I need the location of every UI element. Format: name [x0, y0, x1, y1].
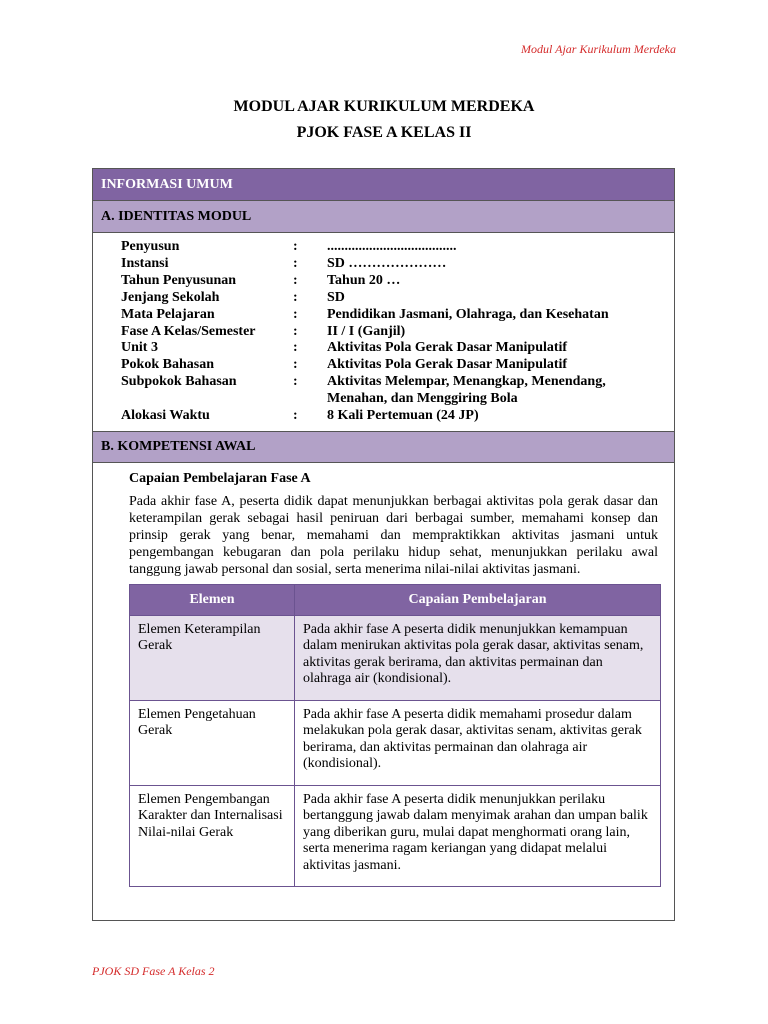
identity-row	[121, 357, 674, 374]
identity-list	[93, 233, 674, 425]
identity-value: SD …………………	[327, 255, 447, 271]
identity-colon: :	[293, 239, 298, 254]
section-a-heading: A. IDENTITAS MODUL	[93, 201, 674, 233]
identity-value: Tahun 20 …	[327, 272, 401, 288]
column-header-elemen: Elemen	[130, 584, 295, 615]
identity-row	[121, 307, 674, 324]
table-row	[130, 785, 661, 887]
identity-value: .....................................	[327, 239, 457, 254]
identity-colon: :	[293, 289, 298, 305]
identity-label: Tahun Penyusunan	[121, 272, 237, 288]
identity-colon: :	[293, 306, 298, 322]
identity-value: Aktivitas Pola Gerak Dasar Manipulatif	[327, 357, 568, 373]
identity-value: SD	[327, 289, 345, 305]
module-frame	[92, 168, 675, 921]
capaian-title: Capaian Pembelajaran Fase A	[129, 470, 311, 486]
identity-row	[121, 239, 674, 256]
identity-label: Penyusun	[121, 239, 180, 254]
identity-colon: :	[293, 255, 298, 271]
capaian-cell: Pada akhir fase A peserta didik memahami prosedur dalam melakukan pola gerak dasar, aktivitas senam, aktivitas gerak berirama, dan aktivitas permainan dan olahraga air (kondisional).	[295, 700, 661, 785]
identity-row	[121, 374, 674, 408]
identity-value: Aktivitas Pola Gerak Dasar Manipulatif	[327, 340, 568, 356]
identity-colon: :	[293, 357, 298, 373]
title-line-2: PJOK FASE A KELAS II	[296, 124, 472, 141]
identity-row	[121, 408, 674, 425]
elemen-cell: Elemen Keterampilan Gerak	[130, 615, 295, 700]
section-b-heading: B. KOMPETENSI AWAL	[93, 431, 674, 463]
identity-row	[121, 273, 674, 290]
running-footer: PJOK SD Fase A Kelas 2	[92, 964, 215, 978]
identity-row	[121, 256, 674, 273]
identity-label: Jenjang Sekolah	[121, 289, 220, 305]
identity-label: Instansi	[121, 255, 169, 271]
table-row	[130, 615, 661, 700]
identity-label: Alokasi Waktu	[121, 408, 210, 424]
document-title	[0, 94, 768, 146]
informasi-umum-heading: INFORMASI UMUM	[93, 169, 674, 201]
elemen-cell: Elemen Pengetahuan Gerak	[130, 700, 295, 785]
identity-value: II / I (Ganjil)	[327, 323, 406, 339]
identity-value: Aktivitas Melempar, Menangkap, Menendang, Menahan, dan Menggiring Bola	[327, 374, 606, 407]
identity-colon: :	[293, 340, 298, 356]
identity-label: Mata Pelajaran	[121, 306, 215, 322]
running-header: Modul Ajar Kurikulum Merdeka	[521, 42, 676, 56]
identity-colon: :	[293, 323, 298, 339]
identity-row	[121, 340, 674, 357]
identity-colon: :	[293, 408, 298, 424]
identity-label: Fase A Kelas/Semester	[121, 323, 256, 339]
capaian-paragraph: Pada akhir fase A, peserta didik dapat menunjukkan berbagai aktivitas pola gerak dasar dan keterampilan gerak sebagai hasil peniruan dari berbagai sumber, memahami konsep dan prinsip gerak yang benar, memahami dan mempraktikkan aktivitas jasmani untuk pengembangan kebugaran dan pola perilaku hidup sehat, menunjukkan perilaku awal tanggung jawab personal dan sosial, serta menerima nilai-nilai aktivitas jasmani.	[129, 493, 658, 577]
table-row	[130, 700, 661, 785]
table-header-row	[130, 584, 661, 615]
title-line-1: MODUL AJAR KURIKULUM MERDEKA	[233, 98, 535, 115]
column-header-capaian: Capaian Pembelajaran	[295, 584, 661, 615]
identity-colon: :	[293, 272, 298, 288]
capaian-cell: Pada akhir fase A peserta didik menunjukkan perilaku bertanggung jawab dalam menyimak arahan dan umpan balik yang diberikan guru, mulai dapat menghormati orang lain, serta menerima ragam keriangan yang didapat melalui aktivitas jasmani.	[295, 785, 661, 887]
identity-row	[121, 324, 674, 341]
capaian-table	[129, 584, 661, 888]
identity-colon: :	[293, 374, 298, 390]
identity-label: Pokok Bahasan	[121, 357, 214, 373]
identity-label: Unit 3	[121, 340, 158, 356]
identity-row	[121, 290, 674, 307]
identity-value: Pendidikan Jasmani, Olahraga, dan Kesehatan	[327, 306, 609, 322]
elemen-cell: Elemen Pengembangan Karakter dan Internalisasi Nilai-nilai Gerak	[130, 785, 295, 887]
identity-value: 8 Kali Pertemuan (24 JP)	[327, 408, 479, 424]
identity-label: Subpokok Bahasan	[121, 374, 237, 390]
capaian-cell: Pada akhir fase A peserta didik menunjukkan kemampuan dalam menirukan aktivitas pola gerak dasar, aktivitas senam, aktivitas gerak berirama, dan aktivitas permainan dan olahraga air (kondisional).	[295, 615, 661, 700]
